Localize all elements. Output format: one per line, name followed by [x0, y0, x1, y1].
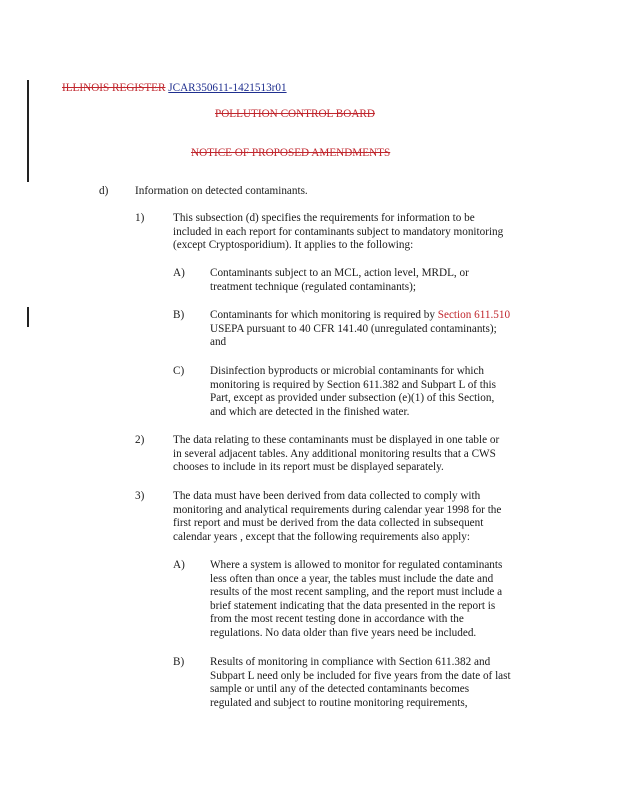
text-line: The data must have been derived from data collected to comply with	[173, 490, 481, 502]
text-line: chooses to include in its report must be displayed separately.	[173, 461, 444, 473]
text-line: Contaminants subject to an MCL, action level, MRDL, or	[210, 267, 469, 279]
register-struck-text: ILLINOIS REGISTER	[62, 82, 166, 94]
text-line: from the most recent testing done in accordance with the	[210, 613, 464, 625]
text-line: results of the most recent sampling, and the report must include a	[210, 586, 503, 598]
text-line	[210, 309, 510, 323]
item-3a-label: A)	[173, 559, 185, 571]
text-line: Information on detected contaminants.	[135, 185, 308, 197]
board-title: POLLUTION CONTROL BOARD	[215, 108, 375, 120]
item-3b-text	[210, 656, 511, 710]
item-3-text	[173, 490, 501, 544]
subsection-d-text	[135, 185, 308, 199]
change-bar-top	[27, 80, 29, 182]
text-line: Where a system is allowed to monitor for regulated contaminants	[210, 559, 503, 571]
notice-title: NOTICE OF PROPOSED AMENDMENTS	[191, 147, 391, 159]
text-line: Subpart L need only be included for five years from the date of last	[210, 669, 511, 682]
change-bar-middle	[27, 307, 29, 327]
text-line: sample or until any of the detected contaminants becomes	[210, 683, 470, 695]
text-line: Results of monitoring in compliance with Section 611.382 and	[210, 656, 491, 668]
text-line: treatment technique (regulated contaminants);	[210, 280, 416, 293]
text-segment: Contaminants for which monitoring is required by	[210, 309, 438, 321]
text-line: USEPA pursuant to 40 CFR 141.40 (unregulated contaminants);	[210, 322, 497, 335]
item-2-text	[173, 434, 499, 475]
text-line: regulated and subject to routine monitoring requirements,	[210, 696, 468, 709]
text-line: monitoring and analytical requirements during calendar year 1998 for the	[173, 503, 502, 516]
text-line: brief statement indicating that the data presented in the report is	[210, 599, 496, 612]
register-header	[62, 82, 287, 96]
text-line: included in each report for contaminants subject to mandatory monitoring	[173, 225, 504, 238]
item-1-label: 1)	[135, 212, 145, 224]
item-1c-label: C)	[173, 365, 185, 377]
item-2-label: 2)	[135, 434, 145, 446]
text-line: and	[210, 336, 227, 348]
register-inserted-text: JCAR350611-1421513r01	[168, 82, 287, 94]
text-line: Disinfection byproducts or microbial contaminants for which	[210, 365, 485, 377]
item-3b-label: B)	[173, 656, 185, 668]
subsection-d-label: d)	[99, 185, 109, 197]
text-line: first report and must be derived from the data collected in subsequent	[173, 517, 484, 529]
text-line: monitoring is required by Section 611.382 and Subpart L of this	[210, 378, 496, 391]
text-line: calendar years , except that the following requirements also apply:	[173, 530, 470, 543]
item-1a-text	[210, 267, 469, 294]
item-3-label: 3)	[135, 490, 145, 502]
text-line: Part, except as provided under subsection (e)(1) of this Section,	[210, 392, 495, 404]
text-line: regulations. No data older than five years need be included.	[210, 626, 477, 639]
text-line: This subsection (d) specifies the requirements for information to be	[173, 212, 475, 224]
item-3a-text	[210, 559, 502, 640]
text-line: in several adjacent tables. Any additional monitoring results that a CWS	[173, 447, 496, 460]
inserted-section-ref: Section 611.510	[437, 309, 511, 321]
item-1-text	[173, 212, 503, 253]
item-1b-text	[210, 309, 510, 350]
item-1c-text	[210, 365, 496, 419]
text-line: (except Cryptosporidium). It applies to the following:	[173, 239, 414, 251]
text-line: The data relating to these contaminants must be displayed in one table or	[173, 434, 500, 446]
text-line: less often than once a year, the tables must include the date and	[210, 572, 494, 585]
item-1a-label: A)	[173, 267, 185, 279]
text-line: and which are detected in the finished water.	[210, 405, 410, 418]
item-1b-label: B)	[173, 309, 185, 321]
